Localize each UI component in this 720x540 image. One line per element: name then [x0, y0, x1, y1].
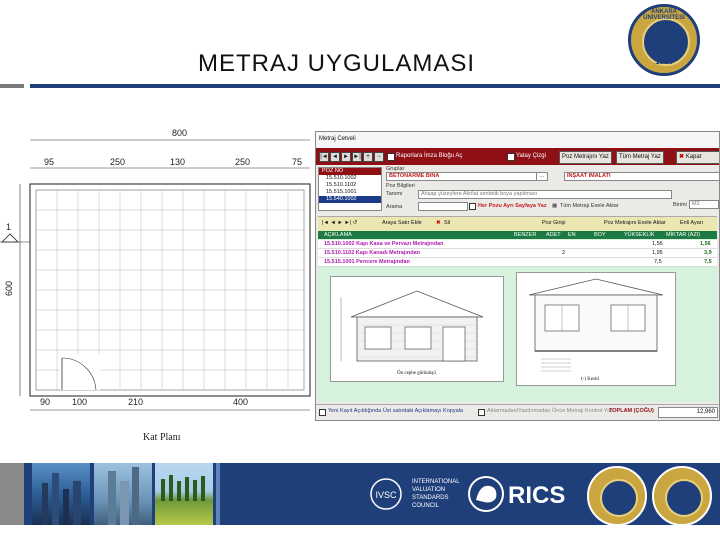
cell-yukseklik: 1,56 — [652, 241, 663, 247]
poz-item[interactable]: 15.515.1001 — [326, 189, 357, 195]
copy-description-label: Yeni Kayıt Açıldığında Üst satırdaki Açıklamayı Kopyala — [328, 408, 463, 414]
skyline-2-drawing — [94, 463, 152, 525]
birimi-label: Birimi — [673, 202, 687, 208]
table-row[interactable] — [318, 240, 717, 249]
ivsc-line: STANDARDS — [412, 495, 449, 501]
grid-header — [318, 231, 717, 239]
cell-miktar: 7,5 — [704, 259, 712, 265]
logo-year: 1946 — [655, 57, 673, 66]
separate-page-label: Her Pozu Ayrı Sayfaya Yaz — [478, 203, 547, 209]
cell-miktar: 1,56 — [700, 241, 711, 247]
ivsc-line: COUNCIL — [412, 503, 440, 509]
ivsc-line: VALUATION — [412, 487, 446, 493]
front-elevation-drawing — [331, 277, 503, 381]
section-sketch — [516, 272, 676, 386]
city-photo-2 — [94, 463, 152, 525]
seal-emblem — [600, 479, 638, 517]
skyline-1-drawing — [32, 463, 90, 525]
birimi-field[interactable]: M2 — [689, 200, 719, 209]
trees-drawing — [155, 463, 213, 525]
metraj-window — [315, 131, 720, 421]
cell-adet: 2 — [562, 250, 566, 256]
footer-grey-block — [0, 463, 24, 525]
window-title: Metraj Cetveli — [319, 136, 356, 142]
rics-lion-icon — [466, 474, 506, 514]
poz-item[interactable]: 15.510.1102 — [326, 182, 357, 188]
ankara-university-logo — [628, 4, 700, 76]
horizontal-lines-checkbox[interactable] — [507, 153, 515, 161]
signature-block-checkbox[interactable] — [387, 153, 395, 161]
ivsc-text — [412, 478, 460, 510]
poz-list-header: POZ NO — [319, 168, 381, 175]
dim-bottom-4: 400 — [233, 397, 249, 407]
nav-next-button[interactable]: ► — [341, 152, 351, 162]
total-label: TOPLAM (ÇOĞU) — [609, 408, 654, 414]
close-button[interactable] — [676, 151, 720, 164]
dim-bottom-2: 100 — [72, 397, 88, 407]
grid-nav-icons[interactable]: |◄ ◄ ► ►| ↺ — [322, 220, 358, 226]
landscape-photo — [155, 463, 213, 525]
logo-ring-text: ANKARA ÜNİVERSİTESİ — [643, 9, 685, 21]
floor-plan-drawing — [0, 118, 316, 448]
section-mark: 1 — [6, 222, 12, 232]
cell-miktar: 3,9 — [704, 250, 712, 256]
grid-toolbar — [318, 216, 717, 231]
header-rule-grey — [0, 84, 24, 88]
section-drawing — [517, 273, 675, 385]
ivsc-logo — [368, 476, 460, 512]
nav-prev-button[interactable]: ◄ — [330, 152, 340, 162]
main-toolbar — [316, 148, 719, 165]
dim-top-1: 95 — [44, 157, 55, 167]
delete-icon: ✖ — [436, 220, 441, 226]
poz-info-label: Poz Bilgileri — [386, 183, 415, 189]
ankara-university-seal — [652, 466, 712, 526]
col-benzer[interactable]: BENZER — [514, 232, 537, 238]
dim-top-5: 75 — [292, 157, 303, 167]
nav-last-button[interactable]: ►| — [353, 154, 361, 160]
signature-block-label: Raporlara İmza Bloğu Aç — [396, 153, 463, 159]
plan-caption: Kat Planı — [143, 432, 181, 443]
nav-add-button[interactable]: + — [363, 152, 373, 162]
page-title: METRAJ UYGULAMASI — [198, 50, 476, 77]
window-titlebar — [316, 132, 719, 148]
dim-left: 600 — [4, 280, 14, 296]
section-caption: (-) Kesiti — [581, 377, 600, 382]
dim-bottom-1: 90 — [40, 397, 51, 407]
cell-yukseklik: 1,95 — [652, 250, 663, 256]
rics-text: RICS — [508, 482, 566, 509]
rics-logo — [466, 474, 578, 514]
ivsc-mark: IVSC — [375, 490, 397, 500]
dim-bottom-3: 210 — [128, 397, 144, 407]
poz-entry-button[interactable]: Poz Girişi — [542, 220, 566, 226]
total-value: 12,960 — [658, 407, 718, 418]
col-boy[interactable]: BOY — [594, 232, 606, 238]
width-settings-button[interactable]: Enli Ayarı — [680, 220, 704, 226]
poz-print-button[interactable]: Poz Metrajını Yaz — [559, 151, 612, 164]
nav-remove-button[interactable]: − — [374, 152, 384, 162]
nav-first-button[interactable]: |◄ — [320, 154, 328, 160]
status-bar — [316, 404, 719, 419]
col-miktar[interactable]: MİKTAR (AZI) — [666, 232, 701, 238]
col-en[interactable]: EN — [568, 232, 576, 238]
poz-item-selected[interactable]: 15.540.1002 — [319, 196, 381, 203]
header-rule-navy — [30, 84, 720, 88]
tanimi-field[interactable]: Ahşap yüzeylere Akrilat sentetik boya yapılması — [418, 190, 672, 199]
table-row[interactable] — [318, 249, 717, 258]
horizontal-lines-label: Yatay Çizgi — [516, 153, 546, 159]
poz-list — [318, 167, 382, 211]
close-icon: ✖ — [679, 154, 685, 160]
cell-desc: 15.515.1001 Pencere Metrajından — [324, 259, 410, 265]
gruplar-field[interactable]: BETONARME BİNA — [386, 172, 538, 181]
separate-page-checkbox[interactable] — [469, 203, 476, 210]
check-before-print-label: Aktarmadan/Yazdırmadan Önce Metrajı Kontrol Yap — [487, 408, 614, 414]
arama-label: Arama — [386, 204, 403, 210]
dim-total: 800 — [172, 128, 188, 138]
delete-button[interactable]: Sil — [444, 220, 451, 226]
cell-desc: 15.510.1002 Kapı Kasa ve Pervazı Metrajından — [324, 241, 444, 247]
front-elevation-sketch — [330, 276, 504, 382]
dim-top-3: 130 — [170, 157, 186, 167]
cell-yukseklik: 7,5 — [654, 259, 662, 265]
gruplar-dropdown-button[interactable]: … — [536, 172, 548, 181]
faculty-seal-logo — [587, 466, 647, 526]
copy-description-checkbox[interactable] — [319, 409, 326, 416]
dim-top-2: 250 — [110, 157, 126, 167]
export-all-excel-button[interactable]: Tüm Metrajı Exele Aktar — [560, 203, 619, 209]
seal-emblem — [665, 479, 703, 517]
city-photo-1 — [32, 463, 90, 525]
col-adet[interactable]: ADET — [546, 232, 561, 238]
insert-row-button[interactable]: Araya Satır Ekle — [382, 220, 422, 226]
col-yukseklik[interactable]: YÜKSEKLİK — [624, 232, 655, 238]
table-row[interactable] — [318, 258, 717, 267]
excel-icon: ▦ — [552, 203, 558, 209]
close-label: Kapat — [685, 154, 702, 160]
footer-separator — [216, 463, 220, 525]
search-input[interactable] — [418, 202, 468, 211]
print-all-button[interactable]: Tüm Metraj Yaz — [616, 151, 664, 164]
poz-excel-button[interactable]: Poz Metrajını Exele Aktar — [604, 220, 666, 226]
poz-item[interactable]: 15.510.1002 — [326, 175, 357, 181]
ivsc-line: INTERNATIONAL — [412, 479, 460, 485]
cell-desc: 15.510.1102 Kapı Kanadı Metrajından — [324, 250, 420, 256]
col-aciklama[interactable]: AÇIKLAMA — [324, 232, 352, 238]
check-before-print-checkbox[interactable] — [478, 409, 485, 416]
gruplar-right-field[interactable]: İNŞAAT İMALATI — [564, 172, 720, 181]
front-elevation-caption: Ön cephe görünüşü — [397, 371, 436, 376]
dim-top-4: 250 — [235, 157, 251, 167]
gruplar-label: Gruplar — [386, 166, 405, 172]
ivsc-emblem — [368, 476, 410, 512]
tanimi-label: Tanımı — [386, 191, 403, 197]
